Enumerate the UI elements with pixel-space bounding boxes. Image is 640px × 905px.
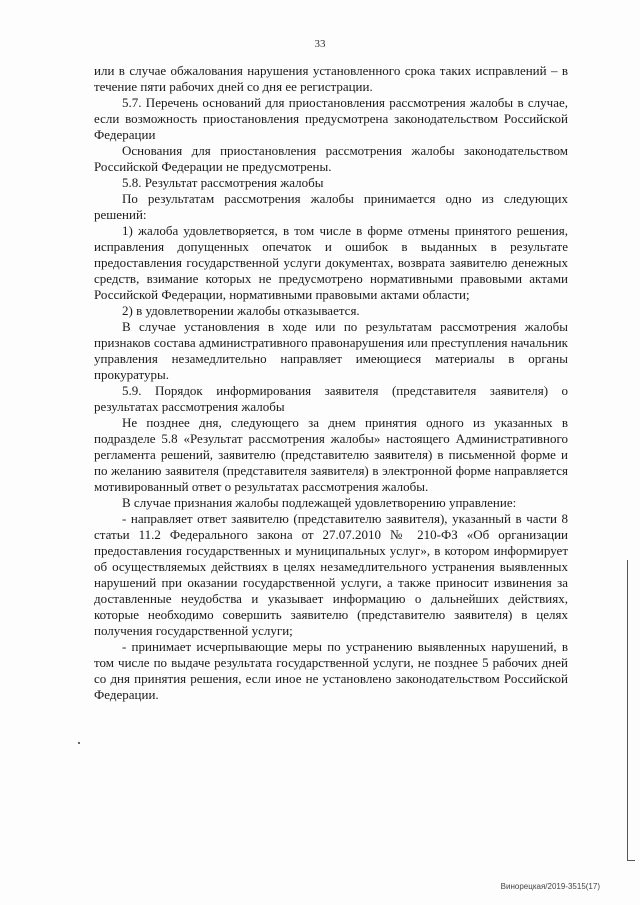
paragraph-1: или в случае обжалования нарушения установленного срока таких исправлений – в течение пяти рабочих дней со дня ее регистрации. — [94, 63, 568, 94]
paragraph-5: По результатам рассмотрения жалобы принимается одно из следующих решений: — [94, 191, 568, 222]
document-registration-code: Винорецкая/2019-3515(17) — [500, 882, 600, 891]
scan-edge-line — [627, 560, 628, 860]
paragraph-2: 5.7. Перечень оснований для приостановления рассмотрения жалобы в случае, если возможность приостановления предусмотрена законодательством Российской Федерации — [94, 95, 568, 142]
paragraph-10: Не позднее дня, следующего за днем принятия одного из указанных в подразделе 5.8 «Результат рассмотрения жалобы» настоящего Административного регламента решений, заявителю (представителю заявителя) в письменной форме и по желанию заявителя (представителя заявителя) в электронной форме направляется мотивированный ответ о результатах рассмотрения жалобы. — [94, 415, 568, 494]
dash-item-2: - принимает исчерпывающие меры по устранению выявленных нарушений, в том числе по выдаче результата государственной услуги, не позднее 5 рабочих дней со дня принятия решения, если иное не установлено законодательством Российской Федерации. — [94, 639, 568, 702]
dash-item-1: - направляет ответ заявителю (представителю заявителя), указанный в части 8 статьи 11.2 Федерального закона от 27.07.2010 № 210-ФЗ «Об организации предоставления государственных и муниципальных услуг», в котором информирует об осуществляемых действиях в целях незамедлительного устранения выявленных нарушений при оказании государственной услуги, а также приносит извинения за доставленные неудобства и указывает информацию о дальнейших действиях, которые необходимо совершить заявителю (представителю заявителя) в целях получения государственной услуги; — [94, 511, 568, 638]
document-body — [94, 63, 568, 703]
paragraph-8: В случае установления в ходе или по результатам рассмотрения жалобы признаков состава административного правонарушения или преступления начальник управления незамедлительно направляет имеющиеся материалы в органы прокуратуры. — [94, 319, 568, 382]
scan-edge-foot — [627, 860, 635, 861]
section-heading-5-9: 5.9. Порядок информирования заявителя (представителя заявителя) о результатах рассмотрения жалобы — [94, 383, 568, 414]
list-item-2: 2) в удовлетворении жалобы отказывается. — [122, 303, 360, 318]
section-heading-5-8: 5.8. Результат рассмотрения жалобы — [122, 175, 324, 190]
list-item-1: 1) жалоба удовлетворяется, в том числе в форме отмены принятого решения, исправления допущенных опечаток и ошибок в выданных в результате предоставления государственной услуги документах, возврата заявителю денежных средств, взимание которых не предусмотрено нормативными правовыми актами Российской Федерации, нормативными правовыми актами области; — [94, 223, 568, 302]
paragraph-11: В случае признания жалобы подлежащей удовлетворению управление: — [122, 495, 517, 510]
page-number: 33 — [314, 38, 326, 50]
paragraph-3: Основания для приостановления рассмотрения жалобы законодательством Российской Федерации не предусмотрены. — [94, 143, 568, 174]
scan-speck — [78, 742, 80, 744]
